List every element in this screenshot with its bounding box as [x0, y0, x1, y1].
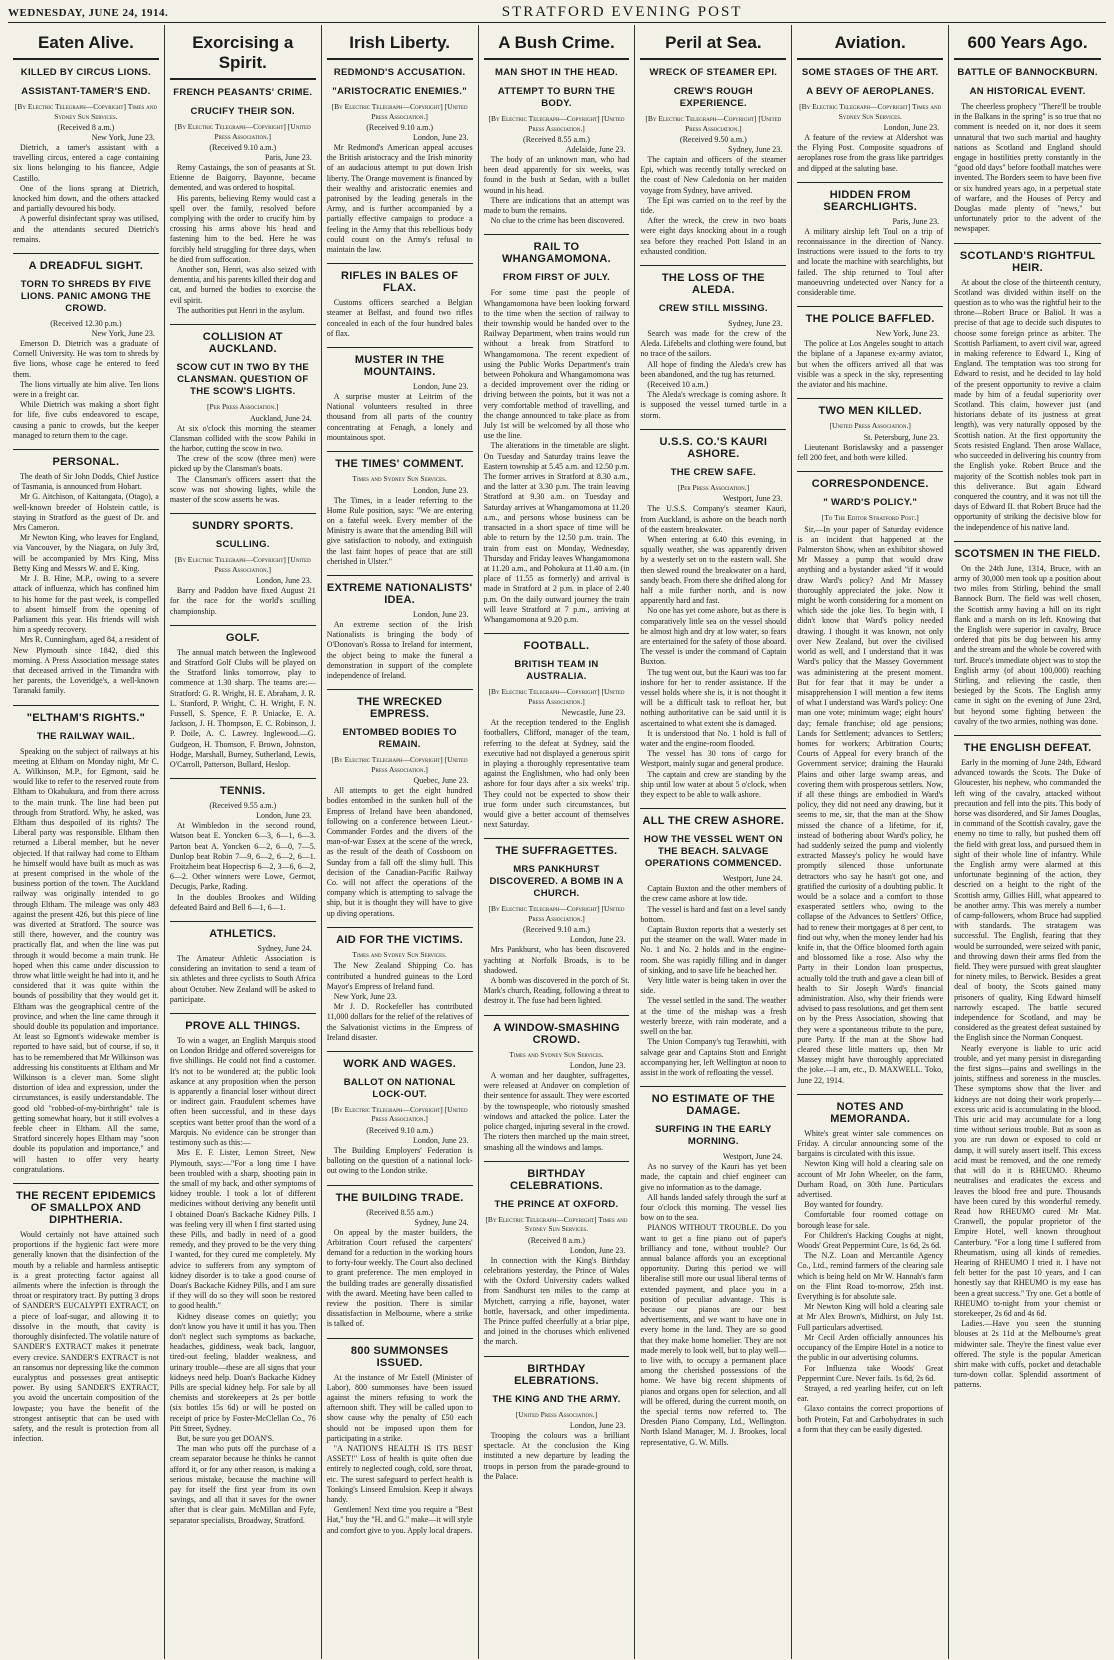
article-heading: TWO MEN KILLED.	[797, 398, 943, 417]
article-subheading: TORN TO SHREDS BY FIVE LIONS. PANIC AMONG THE CROWD.	[20, 279, 152, 315]
article-paragraph: The tug went out, but the Kauri was too far inshore for her to render assistance. If the vessel holds where she is, it is not thought it will be a difficult task to refloat her, but nothing authoritative can be said until it is ascertained to what extent she is damaged.	[640, 667, 787, 728]
article-dateline: London, June 23.	[413, 1135, 469, 1145]
article-heading: "ELTHAM'S RIGHTS."	[13, 705, 159, 724]
article-paragraph: Gentlemen! Next time you require a "Best Hat," buy the "H. and G." make—it will style and comfort give to you. Apply local drapers.	[326, 1505, 473, 1535]
article-paragraph: The annual match between the Inglewood and Stratford Golf Clubs will be played on the Stratford links tomorrow, play to commence at 1.30 sharp. The teams are:—Stratford: G. R. Wright, H. E. Abraham, J. R. L. Stanford, P. Wright, C. H. Wright, F. N. Fussell, S. Spence, F. P. Uniacke, E. A. Jackson, J. H. Thompson, E. C. Robinson, J. P. Doile, A. C. Lawrey. Inglewood.—G. Gudgeon, H. Thomson, F. Brown, Johnston, Hodge, Marshall, Burney, Sutherland, Lewis, O'Carroll, Patterson, Bullard, Heslop.	[169, 647, 316, 770]
article-paragraph: The Union Company's tug Terawhiti, with salvage gear and Captains Stott and Enright accompanying her, left Wellington at noon to assist in the work of refloating the vessel.	[640, 1037, 787, 1077]
article-paragraph: The cheerless prophecy "There'll be trouble in the Balkans in the spring" is so true that no comment is needed on it, nor does it seem unnatural that two such martial and haughty nations as Scotland and England should engage in hostilities pretty constantly in the "good old days" before football matches were invented. The Borders seem to have been five or six hundred years ago, in a perpetual state of warfare, and the Houses of Percy and Douglas made plenty of "news," but unfortunately prior to the advent of the newspaper.	[954, 102, 1101, 234]
article-paragraph: Mr Newton King, who leaves for England, via Vancouver, by the Niagara, on July 3rd, will be accompanied by Mrs King, Miss Betty King and Messrs W. and E. King.	[13, 533, 159, 573]
article-paragraph: For Influenza take Woods' Great Peppermint Cure. Never fails. 1s 6d, 2s 6d.	[797, 1363, 944, 1383]
article-dateline: Sydney, June 23.	[728, 145, 783, 154]
article-subheading: HOW THE VESSEL WENT ON THE BEACH. SALVAGE OPERATIONS COMMENCED.	[643, 834, 783, 870]
masthead	[8, 4, 1106, 23]
article-heading: REDMOND'S ACCUSATION.	[333, 67, 466, 78]
column	[792, 25, 949, 1659]
article-subheading: CRUCIFY THEIR SON.	[190, 106, 295, 117]
article-heading: EXTREME NATIONALISTS' IDEA.	[327, 575, 473, 606]
article-received-time: (Received 8 a.m.)	[57, 123, 115, 132]
article-paragraph: While Dietrich was making a short fight for life, five cubs endeavored to escape, causing a panic to crowds, but the keeper managed to return them to the cage.	[13, 400, 159, 440]
article-dateline: Westport, June 23.	[722, 494, 783, 504]
article-paragraph: It is understood that No. 1 hold is full of water and the engine-room flooded.	[640, 728, 787, 749]
article-credit: Times and Sydney Sun Services.	[352, 474, 447, 484]
article-paragraph: Kidney disease comes on quietly; you don't know you have it until it has you. Then don't neglect such symptoms as backache, headaches, giddiness, weak back, languor, tired-out feeling, bladder weakness, and urinary trouble—these are all signs that your kidneys need help. Doan's Backache Kidney Pills are special kidney help. For sale by all chemists and storekeepers at 2s per bottle (six bottles 15s 6d) or will be posted on receipt of price by Foster-McClellan Co., 76 Pitt Street, Sydney.	[169, 1311, 316, 1433]
article-subheading: THE CREW SAFE.	[670, 466, 757, 478]
article-heading: THE POLICE BAFFLED.	[797, 306, 943, 325]
article-paragraph: Remy Castaings, the son of peasants at St. Etienne de Baigorry, Bayonne, became demented, and was ordered to hospital.	[169, 163, 316, 193]
article-credit: [By Electric Telegraph—Copyright] [United Press Association.]	[331, 1104, 468, 1124]
article-heading: MAN SHOT IN THE HEAD.	[495, 67, 618, 78]
article-paragraph: The N.Z. Loan and Mercantile Agency Co., Ltd., remind farmers of the clearing sale which is being held on Mr W. Hannah's farm on the Flint Road to-morrow, 25th inst. Everything is for absolute sale.	[797, 1251, 944, 1302]
column-title: A Bush Crime.	[484, 33, 630, 60]
article-paragraph: Speaking on the subject of railways at his meeting at Eltham on Monday night, Mr C. A. Wilkinson, M.P., for Egmont, said he would like to refer to the reserved route from Eltham to Okahukura, and from there across to the main trunk. The line had been put through from Stratford. Why, he asked, was Eltham thus despoiled of its rights? The Liberal party was responsible. Eltham then returned a Liberal member, but he never objected. If that railway had come to Eltham he himself would have built as much as was at present comprised in the whole of the business portion of the town. The Auckland railway was originally intended to go through Eltham. The mileage was only 483 against the present 426, but this piece of line was diverted at Stratford. The source was still there, however, and the country was practically flat, and when the line was put through it would become a main trunk. He hoped when this came under discussion to throw what little weight he had into it, and he considered that it was quite within the bounds of possibility that they would get it. Eltham was the geographical centre of the province, and when the line came through it should double its population and importance. At least so Egmont's widewake member is reported to have said, but of course, if so, it has to be remembered that Mr Wilkinson was addressing his constituents at Eltham and Mr Wilkinson is a clever man. Some slight distortion of idea and expression, under the circumstances, is easily understandable. The good old "robbed-of-my-birthright" tale is getting somewhat hoary, but it still evolves a feeble cheer in Eltham. All the same, Stratford sincerely hopes Eltham may "soon double its population and importance," and will hasten to offer very hearty congratulations.	[13, 746, 159, 1174]
article-credit: Times and Sydney Sun Services.	[509, 1049, 604, 1059]
article-paragraph: As no survey of the Kauri has yet been made, the captain and chief engineer can give no information as to the damage.	[640, 1162, 787, 1192]
article-paragraph: A woman and her daughter, suffragettes, were released at Andover on completion of their sentence for assault. They were escorted by the townspeople, who riotously smashed windows and attacked the police. Later the police charged, injuring several in the crowd. The rioters then marched up the main street, smashing all the windows and lamps.	[483, 1071, 630, 1152]
article-paragraph: The man who puts off the purchase of a cream separator because he thinks he cannot afford it, or for any other reason, is making a serious mistake, because the machine will pay for itself the first year from its own savings, and all that it saves for the owner after that is clear gain. McMillan and Fyfe, separator specialists, Broadway, Stratford.	[169, 1444, 316, 1525]
article-dateline: Westport, June 24.	[722, 1152, 783, 1162]
article-paragraph: The captain and crew are standing by the ship until low water at about 5 o'clock, when they expect to be able to walk ashore.	[640, 769, 787, 800]
article-credit: [By Electric Telegraph—Copyright] [United Press Association.]	[174, 555, 311, 574]
article-credit: [By Electric Telegraph—Copyright] [United Press Association.]	[488, 114, 625, 133]
article-subheading: ATTEMPT TO BURN THE BODY.	[497, 86, 616, 109]
masthead-date: WEDNESDAY, JUNE 24, 1914.	[8, 7, 169, 19]
article-paragraph: The alterations in the timetable are slight. On Tuesday and Saturday trains leave the Eastern township at 5.45 a.m. and 12.50 p.m. The former arrives in Stratford at 8.30 a.m., and the latter at 3.30 p.m. The train leaving Stratford at 9.30 a.m. on Tuesday and Saturday arrives at Whangamomona at 11.20 a.m., and persons whose business can be transacted in a short space of time will be able to return by the 12.50 p.m. train. The train from east on Monday, Wednesday, Thursday and Friday leaves Whangamomona at 11.20 a.m., and Pohokura at 11.40 a.m. (in place of 11.55 as formerly) and arrival is made in Stratford at 2 p.m. in place of 2.40 p.m. On the daily outward journey the train will leave Stratford at 7 p.m., arriving at Whangamomona at 9.20 p.m.	[483, 441, 630, 624]
article-dateline: New York, June 23.	[91, 133, 155, 142]
article-paragraph: His parents, believing Remy would cast a spell over the family, resolved before complying with the order to crucify him by crossing his arms above his head and fastening him to the bed. Here he was forcibly held struggling for three days, when he died from suffocation.	[169, 193, 316, 264]
article-received-time: (Received 8.55 a.m.)	[523, 135, 590, 144]
column-title: Aviation.	[797, 33, 943, 60]
article-dateline: London, June 23.	[883, 123, 940, 132]
article-received-time: (Received 9.50 a.m.)	[679, 135, 747, 144]
article-paragraph: Strayed, a red yearling heifer, cut on left ear.	[797, 1383, 944, 1404]
article-subheading: BALLOT ON NATIONAL LOCK-OUT.	[343, 1076, 456, 1100]
article-subheading: MRS PANKHURST DISCOVERED. A BOMB IN A CHURCH.	[489, 864, 624, 900]
article-dateline: New York, June 23.	[91, 329, 155, 339]
article-paragraph: White's great winter sale commences on Friday. A circular announcing some of the bargains is circulated with this issue.	[797, 1128, 944, 1159]
article-paragraph: A bomb was discovered in the porch of St. Mark's church, Reading, following a threat to destroy it. The fuse had been lighted.	[483, 975, 630, 1006]
article-paragraph: (Received 10 a.m.)	[647, 380, 709, 390]
article-paragraph: Mr Newton King will hold a clearing sale at Mr Alex Brown's, Midhirst, on July 1st. Full particulars advertised.	[797, 1302, 944, 1332]
article-paragraph: The vessel settled in the sand. The weather at the time of the mishap was a fresh westerly breeze, with rain moderate, and a swell on the bar.	[640, 996, 787, 1037]
article-credit: [Per Press Association.]	[207, 402, 279, 412]
article-dateline: London, June 23.	[256, 576, 312, 586]
article-received-time: (Received 9.10 a.m.)	[366, 1125, 434, 1135]
article-heading: SCOTLAND'S RIGHTFUL HEIR.	[954, 243, 1101, 274]
article-heading: 800 SUMMONSES ISSUED.	[327, 1338, 473, 1369]
article-paragraph: Search was made for the crew of the Aleda. Lifebelts and clothing were found, but no trace of the sailors.	[640, 329, 787, 359]
article-paragraph: To win a wager, an English Marquis stood on London Bridge and offered sovereigns for five shillings. He could not find a customer. It's not to be wondered at; the public look askance at any proposition when the person is apparently a financial loser without direct or indirect gain. Fraudulent schemes have often been successful, and in these days sceptics want better proof than the word of a Marquis. No evidence can be stronger than testimony such as this:—	[169, 1036, 316, 1148]
article-paragraph: All attempts to get the eight hundred bodies entombed in the sunken hull of the Empress of Ireland have been abandoned, following on a conference between Lieut.-Commander Fordes and the divers of the man-of-war Essex at the scene of the wreck, as the result of the death of Cossboom on Sunday from a fall off the slimy hull. This decision of the Canadian-Pacific Railway Co. will not affect the operations of the company which is attempting to salvage the ship, but it is thought they will have to give up diving operations.	[326, 786, 473, 918]
column	[322, 25, 479, 1659]
article-subheading: SCULLING.	[215, 539, 270, 551]
column	[479, 25, 636, 1659]
article-paragraph: Dietrich, a tamer's assistant with a travelling circus, entered a cage containing six lions belonging to his fiancee, Adgie Castillo.	[13, 143, 159, 183]
article-paragraph: Early in the morning of June 24th, Edward advanced towards the Scots. The Duke of Gloucester, his nephew, who commanded the left wing of the cavalry, attacked without precaution and fell into the pits. This body of horse was disordered, and Sir James Douglas, in command of the Scottish cavalry, gave the enemy no time to rally, but pushed them off the field with great loss, and pursued them in sight of their whole line of infantry. While the English army were alarmed at this unfortunate beginning of the action, they descried on a height to the right of the Scottish army, Gillies Hill, what appeared to be another army. This was merely a number of camp-followers, whom Bruce had supplied with standards. The stratagem was successful. The English, fearing that they would be surrounded, were seized with panic, and throwing down their arms fled from the field. They were pursued with great slaughter for ninety miles, to Berwick. Besides a great deal of booty, the Scots gained many prisoners of quality, King Edward himself narrowly escaped. The battle secured independence for Scotland, and may be considered as the greatest defeat sustained by the English since the Norman Conquest.	[954, 757, 1101, 1043]
article-heading: HIDDEN FROM SEARCHLIGHTS.	[797, 182, 943, 213]
article-dateline: Auckland, June 24.	[249, 413, 312, 423]
column-title: Eaten Alive.	[13, 33, 159, 60]
article-dateline: London, June 23.	[569, 1245, 626, 1255]
article-paragraph: But, be sure you get DOAN'S.	[176, 1433, 275, 1443]
article-dateline: London, June 23.	[413, 485, 469, 495]
article-dateline: Adelaide, June 23.	[565, 145, 626, 154]
article-paragraph: At Wimbledon in the second round, Watson beat E. Yoncken 6—3, 6—1, 6—3. Parton beat A. Yoncken 6—2, 6—0, 7—5. Dunlop beat Robin 7—9, 6—2, 6—2, 6—1. Froitzheim beat Hopecrisp 6—2, 3—6, 6—2, 6—2. Other winners were Lowe, Germot, Decugis, Parke, Rading.	[169, 821, 316, 892]
article-heading: THE RECENT EPIDEMICS OF SMALLPOX AND DIPHTHERIA.	[13, 1183, 159, 1226]
article-credit: [By Electric Telegraph—Copyright] Times and Sydney Sun Services.	[14, 102, 157, 121]
article-heading: WORK AND WAGES.	[327, 1051, 473, 1070]
article-paragraph: At six o'clock this morning the steamer Clansman collided with the scow Pahiki in the harbor, cutting the scow in two.	[169, 423, 316, 453]
column-title: Peril at Sea.	[640, 33, 786, 60]
article-heading: THE LOSS OF THE ALEDA.	[640, 265, 786, 296]
article-heading: AID FOR THE VICTIMS.	[327, 927, 473, 946]
article-subheading: THE PRINCE AT OXFORD.	[494, 1198, 619, 1210]
article-subheading: SCOW CUT IN TWO BY THE CLANSMAN. QUESTION OF THE SCOW'S LIGHTS.	[176, 362, 310, 398]
article-credit: [By Electric Telegraph—Copyright] [United Press Association.]	[645, 114, 782, 133]
article-paragraph: All hope of finding the Aleda's crew has been abandoned, and the tug has returned.	[640, 359, 787, 379]
article-dateline: Sydney, June 24.	[414, 1217, 469, 1227]
article-paragraph: At the instance of Mr Estell (Minister of Labor), 800 summonses have been issued against the miners refusing to work the afternoon shift. They will be called upon to show cause why the penalty of £50 each should not be imposed upon them for participating in a strike.	[326, 1372, 473, 1443]
article-paragraph: On the 24th June, 1314, Bruce, with an army of 30,000 men took up a position about two miles from Stirling, behind the small Bannock Burn. The field was well chosen, the Scottish army having a hill on its right flank and a marsh on its left. Knowing that the English were superior in cavalry, Bruce ordered that pits be dug between his army and the stream and the whole be covered with turf. Bruce's immediate object was to stop the English army (of about 100,000) reaching Stirling, and relieving the castle, then besieged by the Scots. The English army came in sight on the evening of June 23rd, but beyond some fighting between the cavalry of the two armies, nothing was done.	[954, 563, 1101, 726]
article-subheading: THE RAILWAY WAIL.	[36, 730, 135, 742]
article-paragraph: The U.S.S. Company's steamer Kauri, from Auckland, is ashore on the beach north of the eastern breakwater.	[640, 504, 787, 534]
article-paragraph: The New Zealand Shipping Co. has contributed a hundred guineas to the Lord Mayor's Empress of Ireland fund.	[326, 961, 473, 991]
article-paragraph: Another son, Henri, was also seized with dementia, and his parents killed their dog and cat, and burned the bodies to exorcise the evil spirit.	[169, 265, 316, 305]
article-heading: ALL THE CREW ASHORE.	[640, 808, 786, 827]
article-credit: [By Electric Telegraph—Copyright] [United Press Association.]	[488, 904, 625, 923]
column	[8, 25, 165, 1659]
article-heading: BATTLE OF BANNOCKBURN.	[957, 67, 1098, 78]
article-dateline: Newcastle, June 23.	[561, 708, 626, 718]
article-credit: [By Electric Telegraph—Copyright] Times and Sydney Sun Services.	[485, 1214, 628, 1234]
article-heading: TENNIS.	[170, 778, 316, 797]
article-paragraph: Captain Buxton reports that a westerly set put the steamer on the wall. Water made in No. 1 and No. 2 holds and in the engine-room. She was rapidly filling and in danger of sinking, and to save life he beached her.	[640, 925, 787, 975]
article-subheading: ASSISTANT-TAMER'S END.	[21, 86, 151, 97]
article-heading: A WINDOW-SMASHING CROWD.	[484, 1015, 630, 1046]
article-received-time: (Received 9.10 a.m.)	[523, 925, 590, 935]
article-paragraph: Trooping the colours was a brilliant spectacle. At the conclusion the King instituted a new departure by leading the troops in person from the parade-ground to the Palace.	[483, 1431, 630, 1481]
column-title: Exorcising a Spirit.	[170, 33, 316, 80]
article-paragraph: Nearly everyone is liable to uric acid trouble, and yet many persist in disregarding the first signs—pains and swellings in the joints, stiffness and soreness in the muscles. These symptoms show that the liver and kidneys are not doing their work properly—excess uric acid is accumulating in the blood. This uric acid may accumulate for a long time without serious trouble. But as soon as you are run down or exposed to cold or damp, it will surely assert itself. This excess acid must be removed, and the one remedy that will do it is RHEUMO. Rheumo neutralises and eradicates the excess and leaves the blood free and pure. Thousands have been cured by this wonderful remedy. Read how RHEUMO cured Mr Mat. Cranwell, the popular proprietor of the Empire Hotel, well known throughout Canterbury. "For a long time I suffered from Rheumatism, using all kinds of remedies. Hearing of RHEUMO I tried it. I have not felt better for the past 10 years, and I can honestly say that RHEUMO is my ease has been a great success." Try one. Get a bottle of RHEUMO to-night from your chemist or storekeeper, 2s 6d and 4s 6d.	[954, 1043, 1101, 1318]
article-paragraph: Mr Cecil Arden officially announces his occupancy of the Empire Hotel in a notice to the public in our advertising columns.	[797, 1332, 944, 1363]
article-paragraph: The authorities put Henri in the asylum.	[176, 305, 305, 315]
article-dateline: New York, June 23.	[876, 329, 940, 339]
article-paragraph: The vessel is hard and fast on a level sandy bottom.	[640, 904, 787, 924]
article-heading: NO ESTIMATE OF THE DAMAGE.	[640, 1086, 786, 1117]
column	[635, 25, 792, 1659]
article-paragraph: Boy wanted for foundry.	[804, 1200, 883, 1210]
article-paragraph: Barry and Paddon have fixed August 21 for the race for the world's sculling championship.	[169, 586, 316, 616]
article-paragraph: The Building Employers' Federation is balloting on the question of a national lock-out owing to the London strike.	[326, 1145, 473, 1176]
article-paragraph: The crew of the scow (three men) were picked up by the Clansman's boats.	[169, 454, 316, 474]
article-received-time: (Received 9.10 a.m.)	[366, 123, 434, 132]
article-subheading: SURFING IN THE EARLY MORNING.	[655, 1124, 772, 1148]
article-paragraph: At about the close of the thirteenth century, Scotland was divided within itself on the question as to who was the rightful heir to the throne—Robert Bruce or Baliol. It was a precise of that age to decide such disputes to choose some foreign prince as arbiter. The Scottish Parliament, to avert civil war, agreed in making reference to Edward I., King of England. The temptation was too strong for Edward to resist, and he decided to lay hold of the present opportunity to revive a claim made by him of a feudal superiority over Scotland. This claim, however just (and historians debate of its justness at great length), was very naturally opposed by the Scottish nation. At the first opportunity the Scots resisted England. Then arose Wallace, who succeeded in delivering his country from the English yoke. Robert Bruce and the majority of the Scottish nobles took part in this deliverance. But again Edward conquered the country, and it was not till the days of Edward II. that Robert Bruce had the opportunity of striking the decisive blow for the independence of his native land.	[954, 277, 1101, 532]
article-paragraph: "A NATION'S HEALTH IS ITS BEST ASSET!" Loss of health is quite often due entirely to neglected cough, cold, sore throat, etc. The surest safeguard to perfect health is Tonking's Linseed Emulsion. Keep it always handy.	[326, 1444, 473, 1505]
article-received-time: (Received 8 a.m.)	[528, 1235, 585, 1245]
article-credit: [By Electric Telegraph—Copyright] Times and Sydney Sun Services.	[799, 102, 942, 121]
article-paragraph: A military airship left Toul on a trip of reconnaissance in the direction of Nancy. Instructions were issued to the forts to try and locate the machine with searchlights, but failed. The ship returned to Toul after manoeuvring undetected over Nancy for a considerable time.	[797, 226, 944, 298]
article-credit: [United Press Association.]	[515, 1409, 598, 1419]
article-paragraph: In the doubles Brookes and Wilding defeated Baird and Bell 6—1, 6—1.	[169, 892, 316, 912]
article-dateline: Westport, June 24.	[722, 874, 783, 884]
article-dateline: Sydney, June 24.	[257, 944, 312, 954]
article-paragraph: Emerson D. Dietrich was a graduate of Cornell University. He was torn to shreds by five lions, whose cage he entered to feed them.	[13, 339, 159, 379]
article-credit: [To The Editor Stratford Post.]	[821, 513, 919, 523]
article-received-time: (Received 9.55 a.m.)	[209, 801, 277, 811]
article-subheading: CREW'S ROUGH EXPERIENCE.	[673, 86, 753, 109]
article-dateline: Quebec, June 23.	[413, 776, 469, 786]
article-subheading: BRITISH TEAM IN AUSTRALIA.	[514, 659, 599, 683]
article-paragraph: Customs officers searched a Belgian steamer at Belfast, and found two rifles concealed in each of the four hundred bales of flax.	[326, 298, 473, 338]
article-paragraph: For Children's Hacking Coughs at night, Woods' Great Peppermint Cure, 1s 6d, 2s 6d.	[797, 1230, 944, 1251]
article-credit: [Per Press Association.]	[677, 482, 750, 492]
article-heading: THE BUILDING TRADE.	[327, 1185, 473, 1204]
article-paragraph: A feature of the review at Aldershot was the Flying Post. Composite squadrons of aeroplanes rose from the grass like partridges and dipped at the saluting base.	[797, 133, 944, 173]
article-heading: GOLF.	[170, 625, 316, 644]
column-title: 600 Years Ago.	[954, 33, 1101, 60]
article-paragraph: The Epi was carried on to the reef by the tide.	[640, 195, 787, 216]
article-paragraph: Ladies.—Have you seen the stunning blouses at 2s 11d at the Melbourne's great midwinter sale. They're the finest value ever offered. The style is the popular American shirt make with cuffs, pocket and detachable turn-down collar. Splendid assortment of patterns.	[954, 1319, 1101, 1390]
article-heading: BIRTHDAY ELEBRATIONS.	[484, 1356, 630, 1387]
article-dateline: Sydney, June 23.	[728, 319, 783, 329]
article-paragraph: Mr G. Aitchison, of Kaitangata, (Otago), a well-known breeder of Holstein cattle, is staying in Stratford as the guest of Dr. and Mrs Cameron.	[13, 492, 159, 533]
article-paragraph: One of the lions sprang at Dietrich, knocked him down, and the others attacked and partially devoured his body.	[13, 183, 159, 214]
article-heading: NOTES AND MEMORANDA.	[797, 1094, 943, 1125]
article-credit: [By Electric Telegraph—Copyright] [United Press Association.]	[488, 687, 625, 706]
article-paragraph: All hands landed safely through the surf at four o'clock this morning. The vessel lies bow on to the sea.	[640, 1192, 787, 1223]
article-credit: [United Press Association.]	[829, 421, 911, 431]
article-paragraph: A surprise muster at Leitrim of the National volunteers resulted in three thousand from all parts of the country concentrating at Fenagh, a lonely and mountainous spot.	[326, 392, 473, 442]
article-paragraph: An extreme section of the Irish Nationalists is bringing the body of O'Donovan's Rossa to Ireland for interment, the object being to make the funeral a demonstration in support of the complete independence of Ireland.	[326, 619, 473, 680]
article-paragraph: Mrs Pankhurst, who has been discovered yachting at Norfolk Broads, is to be shadowed.	[483, 945, 630, 975]
article-paragraph: The police at Los Angeles sought to attach the biplane of a Japanese ex-army aviator, but when the officers arrived all that was visible was a speck in the sky, representing the aviator and his machine.	[797, 339, 944, 390]
article-heading: FRENCH PEASANTS' CRIME.	[173, 87, 313, 98]
article-heading: WRECK OF STEAMER EPI.	[649, 67, 778, 78]
article-dateline: London, June 23.	[413, 382, 469, 392]
article-paragraph: Captain Buxton and the other members of the crew came ashore at low tide.	[640, 884, 787, 904]
columns	[8, 25, 1106, 1659]
article-heading: U.S.S. CO.'S KAURI ASHORE.	[640, 429, 786, 460]
article-heading: ATHLETICS.	[170, 921, 316, 940]
article-paragraph: A powerful disinfectant spray was utilised, and the attendants secured Dietrich's remains.	[13, 214, 159, 244]
article-paragraph: The Amateur Athletic Association is considering an invitation to send a team of six athletes and three cyclists to South Africa about October. New Zealand will be asked to participate.	[169, 954, 316, 1004]
article-paragraph: PIANOS WITHOUT TROUBLE. Do you want to get a fine piano out of paper's brilliancy and tone, without trouble? Our annual balance affords you an exceptional opportunity. During this period we will liberalise still more our usual liberal terms of extended payment, and place you in a position of peculiar advantage. This is because our pianos are our best advertisements, and we want to have one in every home in the land. They are so good that they make home homelier. They are not made merely to look well, but to play well—to live with, to occupy a permanent place among the cherished possessions of the home. We have big recent shipments of pianos and organs open for selection, and all will be offered, during the current month, on the special terms now referred to. The Dresden Piano Company, Ltd., Wellington. North Island Manager, M. J. Brookes, local representative, G. W. Mills.	[640, 1223, 787, 1447]
article-heading: THE ENGLISH DEFEAT.	[954, 735, 1101, 754]
article-paragraph: The lions virtually ate him alive. Ten lions were in a freight car.	[13, 379, 159, 400]
article-subheading: "ARISTOCRATIC ENEMIES."	[332, 86, 468, 97]
masthead-title: STRATFORD EVENING POST	[501, 4, 743, 20]
article-paragraph: Very little water is being taken in over the side.	[640, 976, 787, 996]
article-subheading: A BEVY OF AEROPLANES.	[806, 86, 935, 97]
article-heading: SUNDRY SPORTS.	[170, 513, 316, 532]
article-dateline: London, June 23.	[413, 133, 469, 142]
column-title: Irish Liberty.	[327, 33, 473, 60]
article-dateline: Paris, June 23.	[265, 153, 312, 162]
article-heading: A DREADFUL SIGHT.	[13, 253, 159, 272]
article-dateline: London, June 23.	[413, 609, 469, 619]
article-paragraph: Would certainly not have attained such proportions if the hygienic fact were more generally known that the disinfection of the mouth by a reliable and harmless antiseptic is a great protecting factor against all ailments where the infection is through the throat or respiratory tract. By putting 3 drops of SANDER'S EUCALYPTI EXTRACT, on a piece of loaf-sugar, and allowing it to dissolve in the mouth, that cavity is thoroughly disinfected. The volatile nature of SANDER'S EXTRACT makes it penetrate every crevice. SANDER'S EXTRACT is not an ransomus nor depressing like the common eucalyptus and possesses great antiseptic power. By using SANDER'S EXTRACT, you avoid the uncertain composition of the lowpaste; you have the benefit of the strongest antiseptic that can be used with safety, and the result is protection from all infection.	[13, 1230, 159, 1444]
article-paragraph: For some time past the people of Whangamomona have been looking forward to the time when the section of railway to their township would be handed over to the Railway Department, when trains would run without a break from Stratford to Whangamomona. The recent expedient of using the Public Works Department's train between Pohokura and Whangamomona was a decided improvement over the riding or driving between the points, but it was not a very comfortable method of travelling, and the change announced to take place as from July 1st will be welcomed by all those who use the line.	[483, 288, 630, 441]
article-subheading: " WARD'S POLICY."	[823, 497, 918, 509]
column	[165, 25, 322, 1659]
article-credit: Times and Sydney Sun Services.	[352, 949, 447, 959]
article-received-time: (Received 9.10 a.m.)	[209, 143, 277, 152]
article-heading: SCOTSMEN IN THE FIELD.	[954, 541, 1101, 560]
article-paragraph: Mr J. D. Rockefeller has contributed 11,000 dollars for the relief of the relatives of the Salvationist victims in the Empress of Ireland disaster.	[326, 1002, 473, 1042]
article-subheading: THE KING AND THE ARMY.	[492, 1393, 621, 1405]
article-heading: RAIL TO WHANGAMOMONA.	[484, 234, 630, 265]
article-dateline: London, June 23.	[256, 811, 312, 821]
article-subheading: CREW STILL MISSING.	[658, 303, 768, 315]
article-paragraph: The captain and officers of the steamer Epi, which was recently totally wrecked on the coast of New Caledonia on her maiden voyage from Sydney, have arrived.	[640, 155, 787, 195]
article-paragraph: At the reception tendered to the English footballers, Clifford, manager of the team, referring to the defeat at Sydney, said the executive had not displayed a generous spirit in playing a thoroughly representative team against the Englishmen, who had only been ashore for four days after a six weeks' trip. They could not be expected to show their true form under such circumstances, but would give a better account of themselves next Saturday.	[483, 718, 630, 830]
article-paragraph: The Clansman's officers assert that the scow was not showing lights, while the master of the scow asserts he was.	[169, 474, 316, 504]
article-heading: THE TIMES' COMMENT.	[327, 451, 473, 470]
article-heading: COLLISION AT AUCKLAND.	[170, 324, 316, 355]
article-paragraph: Comfortable four roomed cottage on borough lease for sale.	[797, 1210, 944, 1230]
article-paragraph: Sir,—In your paper of Saturday evidence is an incident that happened at the Palmerston Show, when an exhibitor showed Mr Massey a pump that would draw anything and a bystander asked "if it would draw Ward's policy? And Mr Massey thoroughly appreciated the joke. Now it might be worth considering for a moment on which side the joke lies. To begin with, I didn't know that Ward's policy needed drawing. I thought it was known, not only over New Zealand, but over the civilised world as well, and I understand that it was Ward's policy that the Massey Government was administering at the present moment. But for fear that it may be under a misapprehension I will mention a few items of what I understand was Ward's policy: One man one vote; minimum wage; eight hours' day; female franchise; old age pensions; Lands for Settlement; advances to Settlers; homes for workers; Arbitration Courts; Courts of Appeal for every branch of the Government service; draining the Hauraki Plains and other large swamp areas, and covering them with prosperous settlers. Now, if all these things are embodied in Ward's policy, they did not need any drawing, but it seems to me, sir, that the man at the Show missed the chance of a lifetime, for if, instead of bothering about Ward's policy, he had suddenly seized the pump and violently extracted Massey's policy he would have promptly silenced those unfortunate detractors who say he hasn't got one, and gratified the curiosity of a doubting public. It would be a solace and a comfort to those exasperated settlers who, owing to the collapse of the Advances to Settlers' Office, had to renew their mortgages at 8 per cent, to find out why, when the money lender had his knife in, that the Office bloomed forth again and blossomed like a rose. Also why the Party in their London loan prospectus, actually told the truth and gave a clean bill of health to Sir Joseph Ward's financial administration. Also, why their friends were advised to pass resolutions, and get them sent on by the Press Association, showing that they were a spontaneous tribute to the pure, pure Party. If the man at the Show had cleared these little matters up, then Mr Massey might have thoroughly appreciated the joke.—I am, etc., D. MAXWELL. Toko, June 22, 1914.	[797, 524, 944, 1085]
article-dateline: London, June 23.	[569, 1061, 626, 1071]
article-heading: CORRESPONDENCE.	[797, 471, 943, 490]
article-heading: BIRTHDAY CELEBRATIONS.	[484, 1161, 630, 1192]
article-heading: FOOTBALL.	[484, 633, 630, 652]
article-dateline: Paris, June 23.	[892, 216, 940, 226]
article-heading: MUSTER IN THE MOUNTAINS.	[327, 347, 473, 378]
article-paragraph: Newton King will hold a clearing sale on account of Mr John Wheeler, on the farm, Durham Road, on 30th June. Particulars advertised.	[797, 1159, 944, 1200]
article-paragraph: The Aleda's wreckage is coming ashore. It is supposed the vessel turned turtle in a storm.	[640, 390, 787, 420]
article-paragraph: Mr Redmond's American appeal accuses the British aristocracy and the Irish minority of an audacious attempt to put down Irish liberty. The Orange movement is financed by their wealthy and aristocratic enemies and patronised by the leading generals in the Army, and is further accompanied by a partially effective campaign to produce a feeling in the Army that this rebellious body could count on the Army's refusal to maintain the law.	[326, 143, 473, 255]
article-paragraph: Mr J. B. Hine, M.P., owing to a severe attack of influenza, which has confined him to his home for the past week, is compelled to absent himself from the opening of Parliament this year. His friends will wish him a speedy recovery.	[13, 574, 159, 635]
article-paragraph: When entering at 6.40 this evening, in squally weather, she was apparently driven by a westerly set on to the eastern wall. She then slewed round the breakwater on a hard, sandy beach. From there she drifted along for half a mile further north, and is now apparently hard and fast.	[640, 534, 787, 606]
article-heading: RIFLES IN BALES OF FLAX.	[327, 263, 473, 294]
article-heading: THE WRECKED EMPRESS.	[327, 689, 473, 720]
article-paragraph: No one has yet come ashore, but as there is comparatively little sea on the vessel should be almost high and dry at low water, so fears are entertained for the safety of those aboard. The vessel is under the command of Captain Buxton.	[640, 606, 787, 667]
article-heading: SOME STAGES OF THE ART.	[801, 67, 939, 78]
article-dateline: London, June 23.	[569, 1421, 626, 1431]
article-paragraph: The Times, in a leader referring to the Home Rule position, says: "We are entering on a fateful week. Every member of the Ministry is aware that the amending Bill will give satisfaction to nobody, and extinguish the last faint hopes of peace that are still cherished in Ulster."	[326, 495, 473, 566]
column	[949, 25, 1106, 1659]
article-paragraph: On appeal by the master builders, the Arbitration Court refused the carpenters' demand for a reduction in the working hours to forty-four weekly. The Court also declined to grant preference. The men employed in the building trades are generally dissatisfied with the award. Meeting have been called to review the position. There is similar dissatisfaction in Melbourne, where a strike is talked of.	[326, 1227, 473, 1329]
article-paragraph: Mrs E. F. Lister, Lemon Street, New Plymouth, says:—"For a long time I have been troubled with a sharp, shooting pain in the small of my back, and other symptoms of kidney trouble. I took a lot of different medicines without deriving any benefit until I obtained Doan's Backache Kidney Pills. I was feeling very ill when I first started using these Pills, and badly in need of a good remedy, and they proved to be the very thing I wanted, for they cured me completely. My advice to sufferers from any symptom of kidney disorder is to take a good course of Doan's Backache Kidney Pills, and I am sure if they will do so they will soon be restored to good health."	[169, 1148, 316, 1311]
article-paragraph: The body of an unknown man, who had been dead apparently for six weeks, was found in the bush at Sedan, with a bullet wound in his head.	[483, 155, 630, 195]
article-paragraph: New York, June 23.	[333, 991, 397, 1001]
article-paragraph: The death of Sir John Dodds, Chief Justice of Tasmania, is announced from Hobart.	[13, 472, 159, 492]
article-paragraph: The vessel has 30 tons of cargo for Westport, mainly sugar and general produce.	[640, 749, 787, 769]
article-subheading: FROM FIRST OF JULY.	[502, 272, 611, 284]
article-paragraph: No clue to the crime has been discovered.	[490, 216, 625, 226]
article-heading: PERSONAL.	[13, 449, 159, 468]
article-credit: [By Electric Telegraph—Copyright] [United Press Association.]	[331, 755, 468, 774]
article-credit: [By Electric Telegraph—Copyright] [United Press Association.]	[174, 122, 311, 141]
article-paragraph: There are indications that an attempt was made to burn the remains.	[483, 195, 630, 216]
article-paragraph: Glaxo contains the correct proportions of both Protein, Fat and Carbohydrates in such a form that they can be easily digested.	[797, 1404, 944, 1434]
article-paragraph: Mrs R. Cunningham, aged 84, a resident of New Plymouth since 1842, died this morning. A Press Association message states that deceased arrived in the Timandra with her parents, the Loveridge's, a well-known Taranaki family.	[13, 635, 159, 696]
article-paragraph: After the wreck, the crew in two boats were eight days knocking about in a rough sea before they reached Pott Island in an exhausted condition.	[640, 216, 787, 256]
article-paragraph: Lieutenant Borislawsky and a passenger fell 200 feet, and both were killed.	[797, 442, 944, 462]
article-heading: THE SUFFRAGETTES.	[484, 838, 630, 857]
article-subheading: ENTOMBED BODIES TO REMAIN.	[342, 727, 457, 751]
article-dateline: London, June 23.	[569, 935, 626, 945]
article-credit: [By Electric Telegraph—Copyright] [United Press Association.]	[331, 102, 468, 121]
article-heading: KILLED BY CIRCUS LIONS.	[20, 67, 152, 78]
article-subheading: AN HISTORICAL EVENT.	[969, 86, 1086, 97]
article-received-time: (Received 12.30 p.m.)	[50, 319, 122, 329]
article-heading: PROVE ALL THINGS.	[170, 1013, 316, 1032]
article-paragraph: In connection with the King's Birthday celebrations yesterday, the Prince of Wales with the Oxford University cadets walked from Sandhurst ten miles to the camp at Mytchett, carrying a rifle, bayonet, water bottle, haversack, and other impedimenta. The Prince puffed cheerfully at a briar pipe, and joined in the choruses which enlivened the march.	[483, 1255, 630, 1347]
article-received-time: (Received 8.55 a.m.)	[366, 1207, 434, 1217]
article-dateline: St. Petersburg, June 23.	[863, 432, 940, 442]
